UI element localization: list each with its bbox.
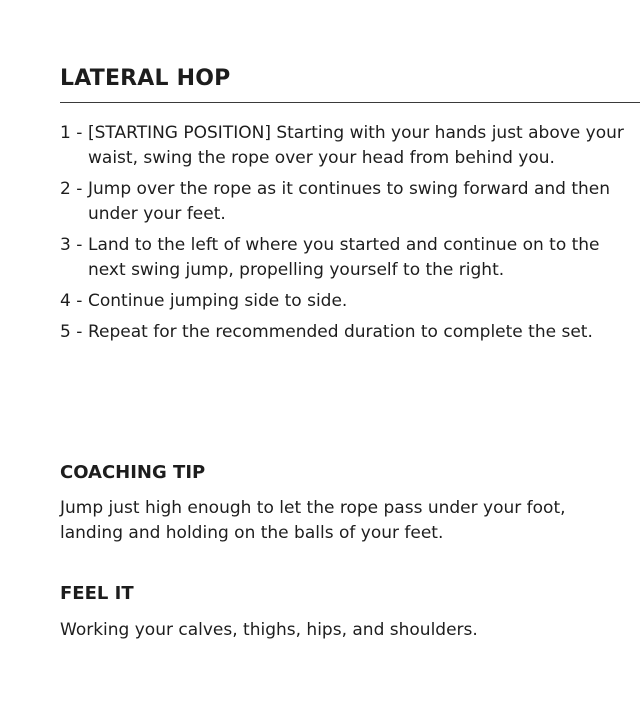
list-item — [60, 289, 640, 314]
step-list — [60, 121, 640, 351]
exercise-title: LATERAL HOP — [60, 66, 231, 91]
title-divider — [60, 102, 640, 103]
step-number: 4 - — [60, 291, 83, 311]
step-number: 2 - — [60, 179, 83, 199]
step-number: 3 - — [60, 235, 83, 255]
coaching-tip-heading: COACHING TIP — [60, 462, 206, 483]
step-text: [STARTING POSITION] Starting with your hands just above your waist, swing the rope over your head from behind you. — [88, 123, 624, 168]
list-item — [60, 233, 640, 283]
step-number: 1 - — [60, 123, 83, 143]
step-text: Jump over the rope as it continues to swing forward and then under your feet. — [88, 179, 611, 224]
feel-it-text: Working your calves, thighs, hips, and shoulders. — [60, 620, 478, 640]
step-text: Land to the left of where you started and continue on to the next swing jump, propelling yourself to the right. — [88, 235, 600, 280]
step-text: Repeat for the recommended duration to complete the set. — [88, 322, 593, 342]
list-item — [60, 320, 640, 345]
step-text: Continue jumping side to side. — [88, 291, 348, 311]
coaching-tip-text: Jump just high enough to let the rope pass under your foot, landing and holding on the balls of your feet. — [60, 498, 566, 543]
list-item — [60, 121, 640, 171]
step-number: 5 - — [60, 322, 83, 342]
feel-it-heading: FEEL IT — [60, 583, 134, 604]
list-item — [60, 177, 640, 227]
